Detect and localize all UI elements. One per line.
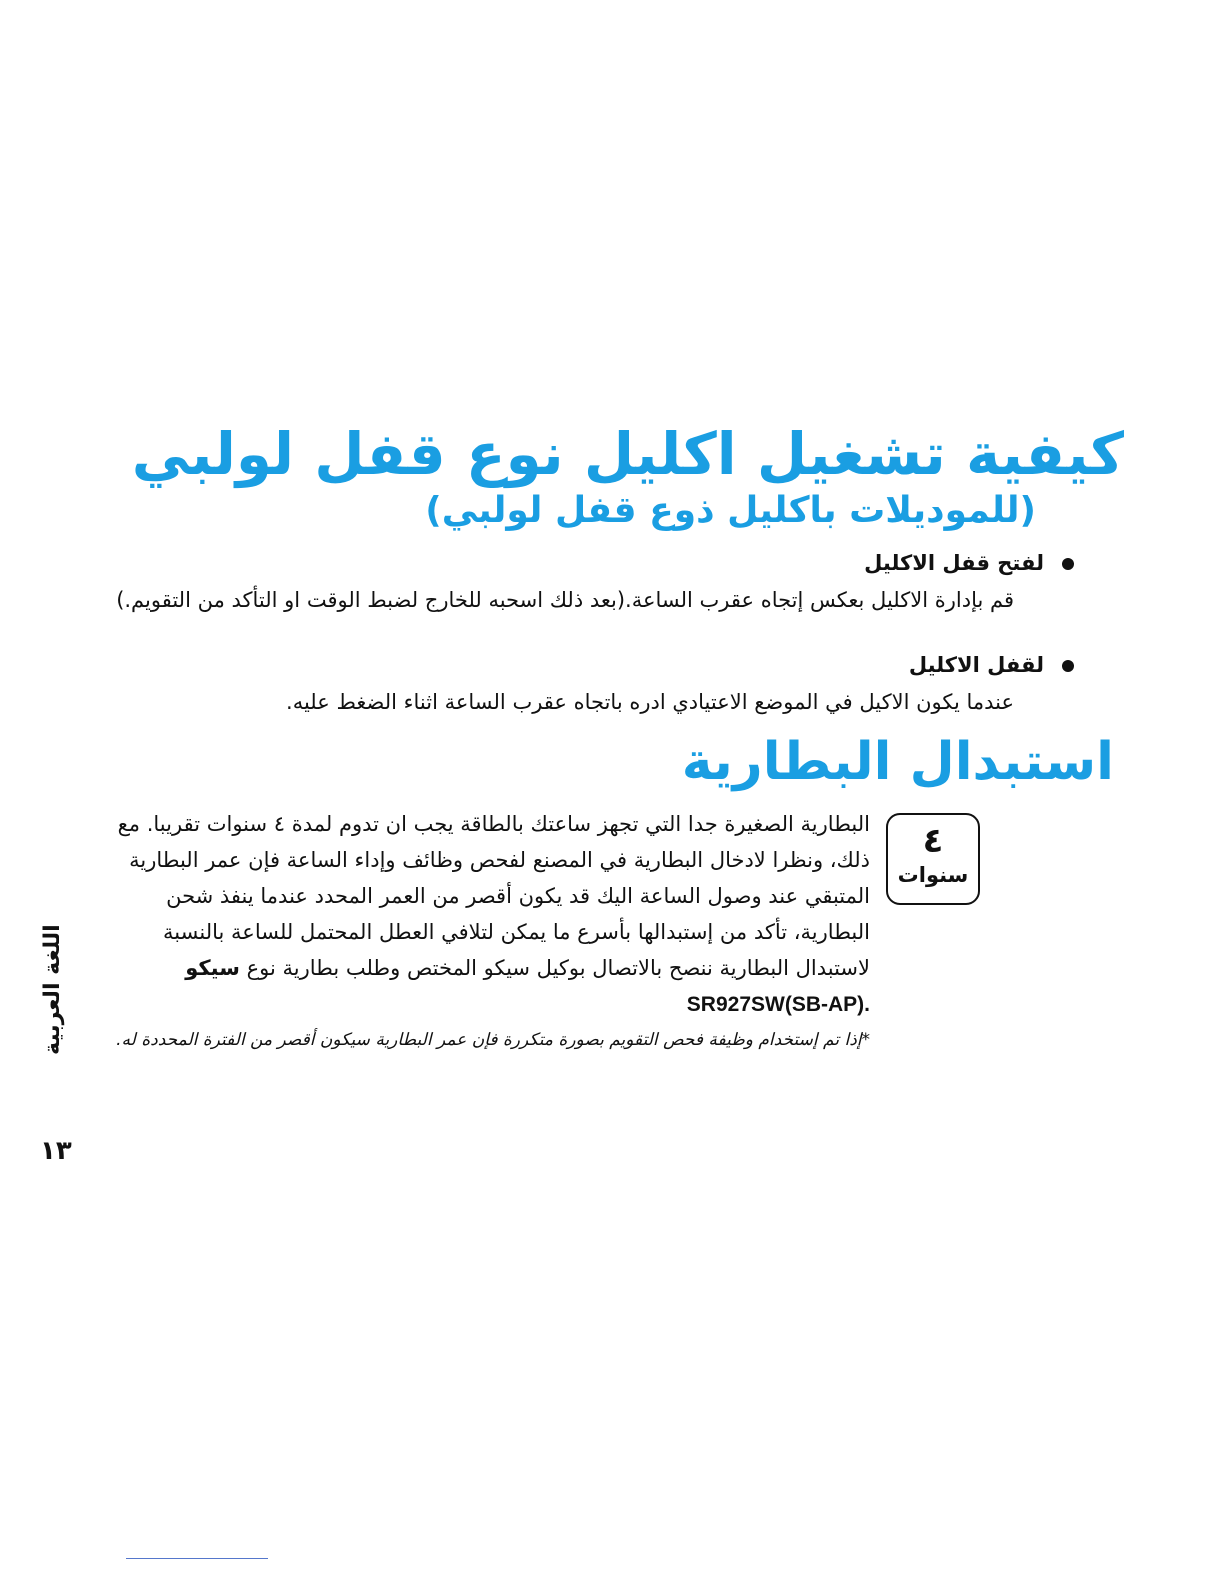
battery-brand: سيكو — [185, 956, 240, 980]
page-subtitle: (للموديلات باكليل ذوع قفل لولبي) — [425, 490, 1036, 531]
years-badge — [886, 813, 980, 905]
lock-paragraph: عندما يكون الاكيل في الموضع الاعتيادي ادره باتجاه عقرب الساعة اثناء الضغط عليه. — [286, 690, 1014, 714]
battery-note: *إذا تم إستخدام وظيفة فحص التقويم بصورة متكررة فإن عمر البطارية سيكون أقصر من الفترة المحددة له. — [116, 1030, 870, 1050]
lock-heading — [174, 650, 1074, 680]
language-label: اللغة العربية — [40, 924, 65, 1056]
bullet-icon — [1062, 558, 1074, 570]
open-paragraph: قم بإدارة الاكليل بعكس إتجاه عقرب الساعة.(بعد ذلك اسحبه للخارج لضبط الوقت او التأكد من التقويم.) — [116, 588, 1014, 612]
footer-divider — [126, 1558, 268, 1559]
battery-title: استبدال البطارية — [681, 732, 1114, 792]
years-number: ٤ — [922, 821, 944, 861]
battery-model: SR927SW(SB-AP). — [686, 993, 870, 1016]
battery-paragraph — [110, 806, 870, 1023]
open-heading — [174, 548, 1074, 578]
bullet-icon — [1062, 660, 1074, 672]
lock-heading-text: لقفل الاكليل — [908, 653, 1044, 677]
page-title: كيفية تشغيل اكليل نوع قفل لولبي — [131, 420, 1124, 488]
years-label: سنوات — [897, 863, 969, 887]
page-number: ١٣ — [40, 1136, 72, 1166]
open-heading-text: لفتح قفل الاكليل — [864, 551, 1044, 575]
battery-text: البطارية الصغيرة جدا التي تجهز ساعتك بالطاقة يجب ان تدوم لمدة ٤ سنوات تقريبا. مع ذلك، ونظرا لادخال البطارية في المصنع لفحص وظائف وإداء الساعة فإن عمر البطارية المتبقي عند وصول الساعة اليك قد يكون أقصر من العمر المحدد عندما ينفذ شحن البطارية، تأكد من إستبدالها بأسرع ما يمكن لتلافي العطل المحتمل للساعة بالنسبة لاستبدال البطارية ننصح بالاتصال بوكيل سيكو المختص وطلب بطارية نوع — [117, 812, 870, 980]
